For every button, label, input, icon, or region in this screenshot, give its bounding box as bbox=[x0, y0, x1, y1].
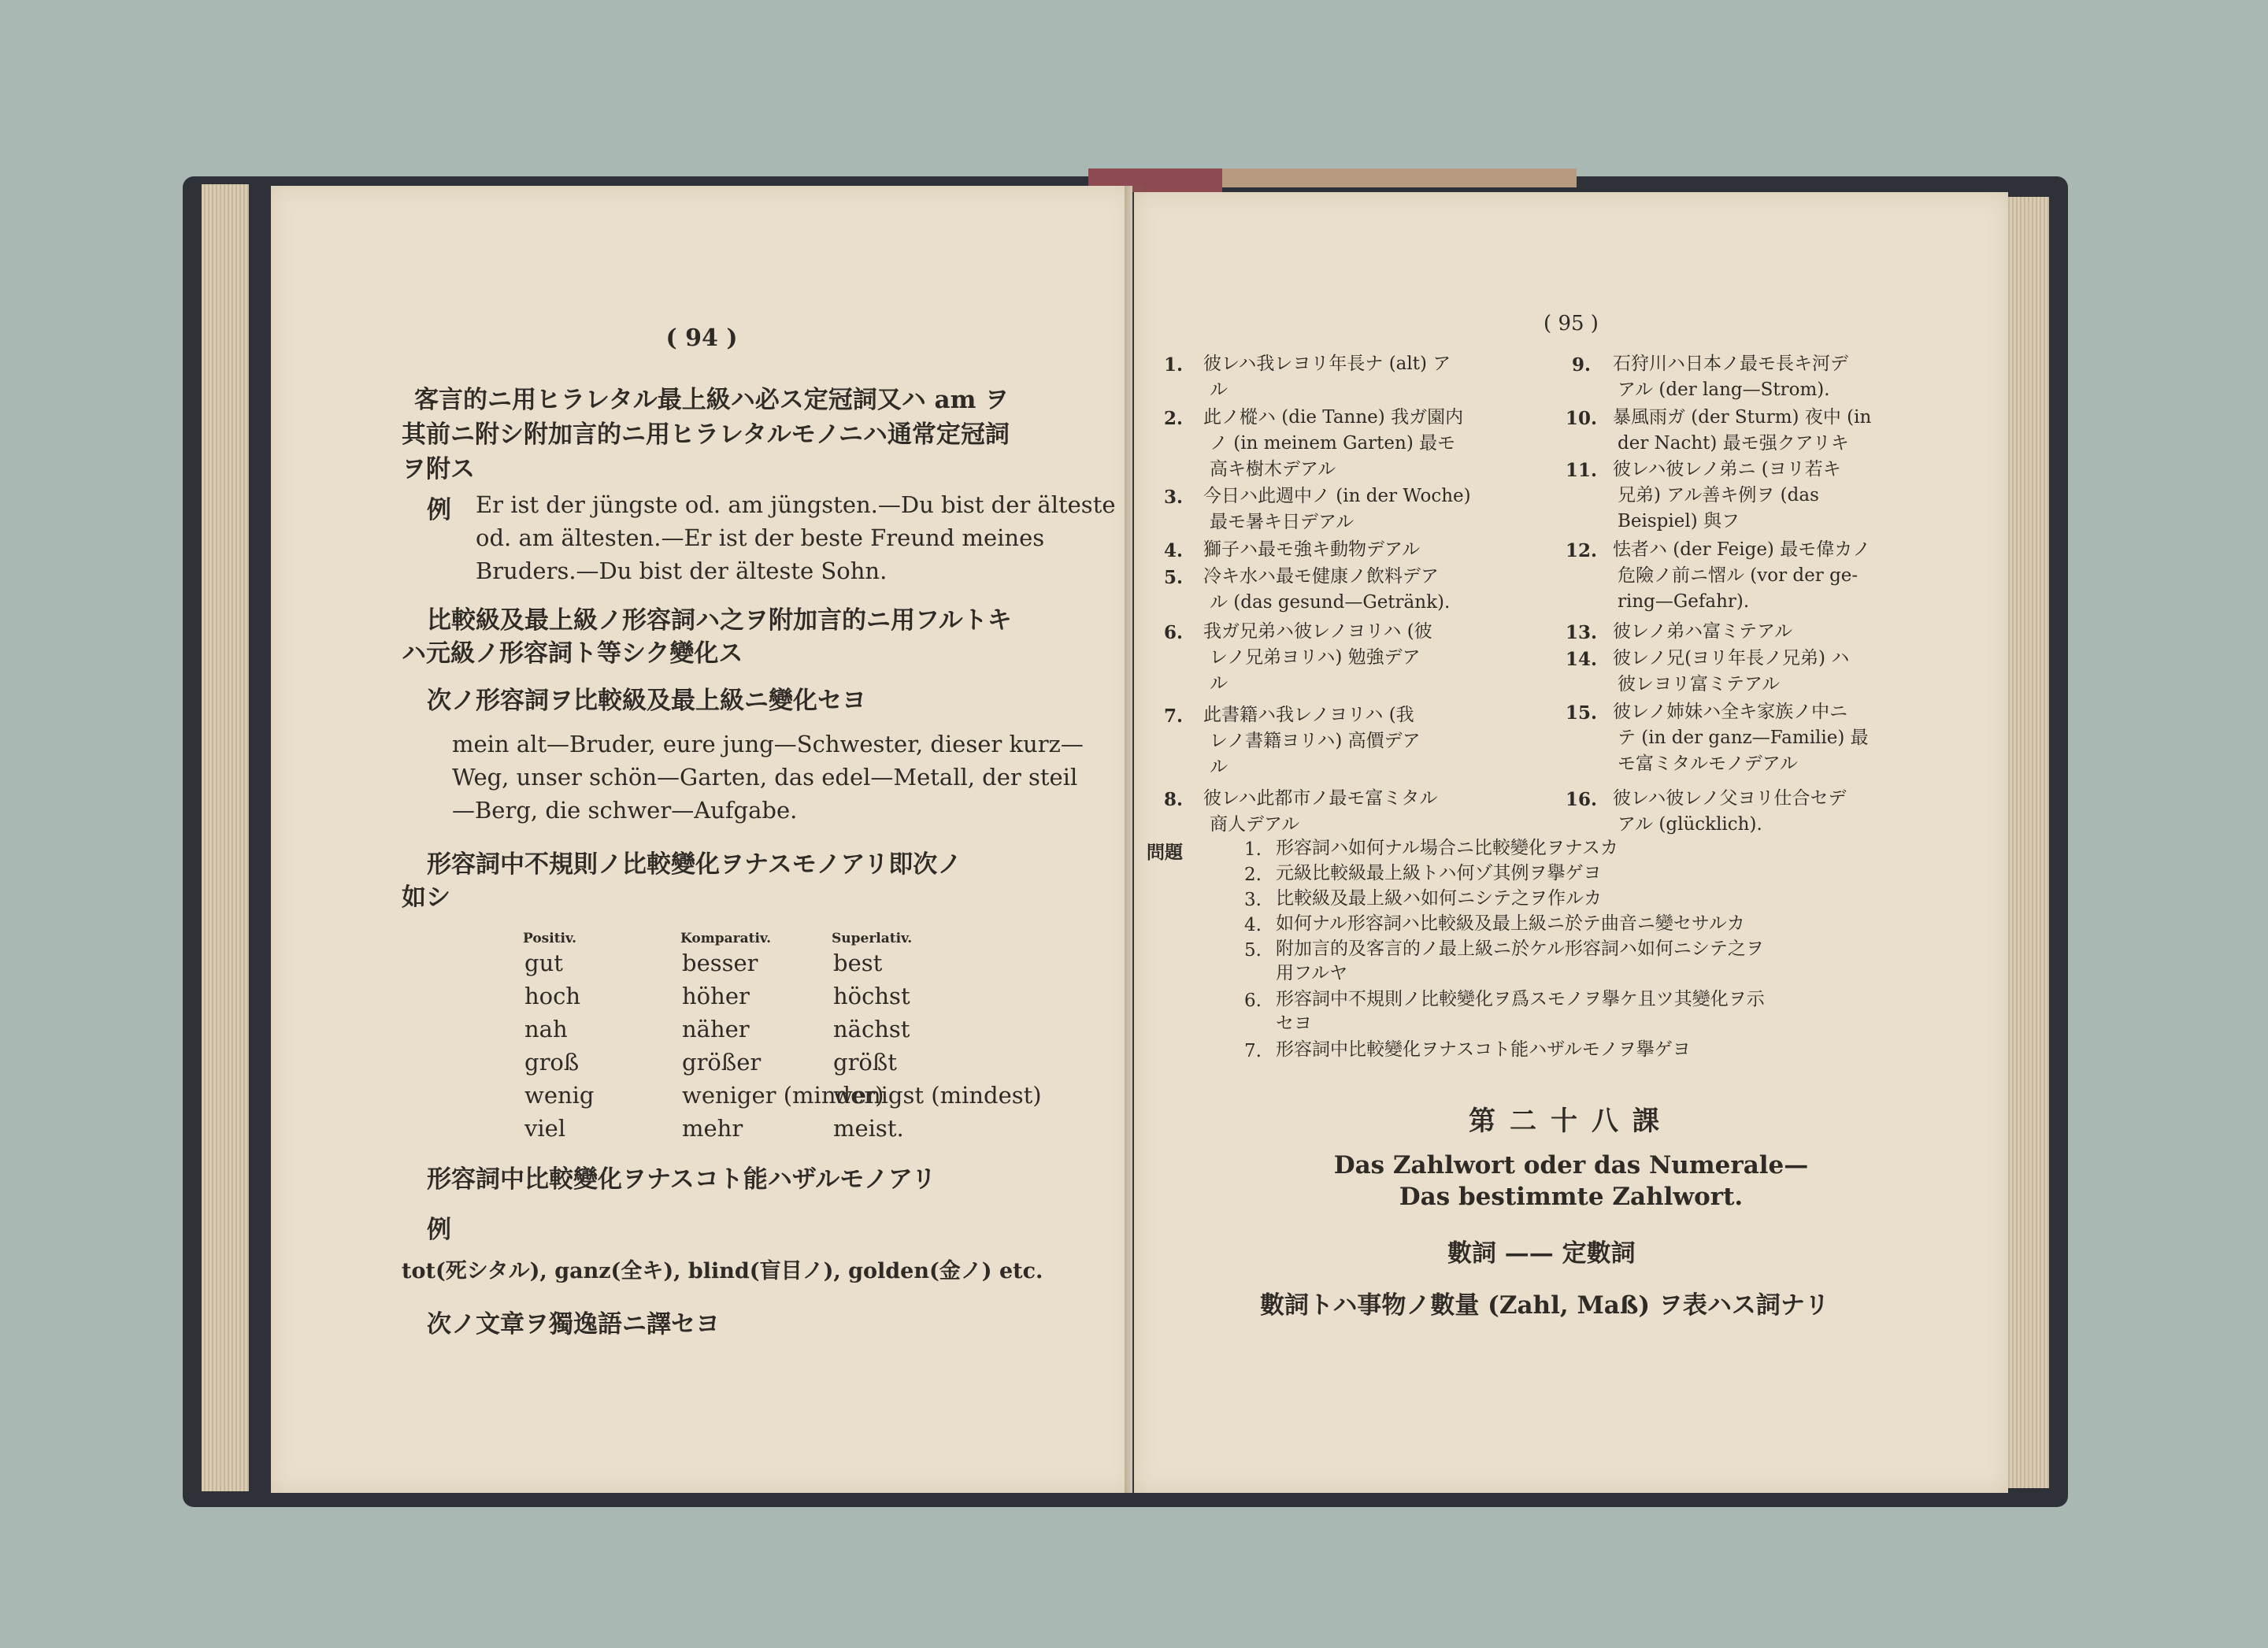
exercise-line: 暴風雨ガ (der Sturm) 夜中 (in bbox=[1613, 407, 1872, 428]
text-line: 形容詞中不規則ノ比較變化ヲナスモノアリ即次ノ bbox=[427, 850, 962, 879]
exercise-line: 此ノ樅ハ (die Tanne) 我ガ園内 bbox=[1203, 407, 1464, 428]
example-line: od. am ältesten.—Er ist der beste Freund meines bbox=[476, 524, 1045, 551]
exercise-line: アル (glücklich). bbox=[1618, 814, 1762, 835]
exercise-line: 危險ノ前ニ慴ル (vor der ge- bbox=[1618, 565, 1858, 586]
page-edges-right bbox=[2002, 197, 2049, 1488]
question-line: セヨ bbox=[1276, 1013, 1312, 1034]
lesson-heading-de: Das bestimmte Zahlwort. bbox=[1399, 1183, 1744, 1211]
table-cell: wenig bbox=[524, 1082, 595, 1109]
left-page bbox=[271, 186, 1132, 1493]
question-line: 比較級及最上級ハ如何ニシテ之ヲ作ルカ bbox=[1276, 888, 1602, 909]
table-cell: näher bbox=[682, 1016, 750, 1042]
exercise-line: 冷キ水ハ最モ健康ノ飲料デア bbox=[1203, 566, 1439, 587]
exercise-number: 13. bbox=[1566, 622, 1598, 643]
question-number: 6. bbox=[1244, 991, 1262, 1011]
exercise-line: 石狩川ハ日本ノ最モ長キ河デ bbox=[1613, 354, 1848, 374]
exercise-line: ル bbox=[1210, 757, 1228, 777]
text-line: 形容詞中比較變化ヲナスコト能ハザルモノアリ bbox=[427, 1165, 936, 1194]
exercise-number: 4. bbox=[1164, 540, 1184, 561]
table-cell: größt bbox=[833, 1049, 897, 1076]
example-line: Bruders.—Du bist der älteste Sohn. bbox=[476, 557, 888, 584]
exercise-line: アル (der lang—Strom). bbox=[1618, 380, 1830, 400]
exercise-line: 彼レノ姉妹ハ全キ家族ノ中ニ bbox=[1613, 702, 1848, 722]
translate-intro: 次ノ文章ヲ獨逸語ニ譯セヨ bbox=[427, 1310, 720, 1339]
exercise-line: 彼レノ兄(ヨリ年長ノ兄弟) ハ bbox=[1613, 648, 1850, 668]
page-number: ( 95 ) bbox=[1544, 312, 1599, 335]
exercise-number: 5. bbox=[1164, 567, 1184, 588]
example-label: 例 bbox=[427, 496, 451, 524]
table-cell: meist. bbox=[833, 1115, 904, 1142]
question-number: 5. bbox=[1244, 940, 1262, 961]
exercise-line: Weg, unser schön—Garten, das edel—Metall, der steil bbox=[452, 764, 1078, 791]
exercise-line: 怯者ハ (der Feige) 最モ偉カノ bbox=[1613, 539, 1871, 560]
question-number: 4. bbox=[1244, 915, 1262, 935]
lesson-heading-de: Das Zahlwort oder das Numerale— bbox=[1333, 1151, 1809, 1180]
table-cell: wenigst (mindest) bbox=[833, 1082, 1042, 1109]
table-cell: groß bbox=[524, 1049, 580, 1076]
question-line: 形容詞ハ如何ナル場合ニ比較變化ヲナスカ bbox=[1276, 838, 1618, 858]
text-line: 其前ニ附シ附加言的ニ用ヒラレタルモノニハ通常定冠詞 bbox=[402, 420, 1010, 449]
exercise-line: 彼レノ弟ハ富ミテアル bbox=[1613, 621, 1793, 642]
exercise-line: 高キ樹木デアル bbox=[1210, 459, 1336, 480]
open-book bbox=[183, 169, 2068, 1504]
exercise-number: 8. bbox=[1164, 789, 1184, 810]
spine-label bbox=[1222, 169, 1577, 187]
exercise-line: Beispiel) 與フ bbox=[1618, 511, 1740, 531]
text-line: ハ元級ノ形容詞ト等シク變化ス bbox=[402, 639, 743, 668]
exercise-line: 彼レハ我レヨリ年長ナ (alt) ア bbox=[1203, 354, 1451, 374]
question-line: 附加言的及客言的ノ最上級ニ於ケル形容詞ハ如何ニシテ之ヲ bbox=[1276, 939, 1764, 959]
text-line: 如シ bbox=[402, 883, 450, 912]
table-cell: gut bbox=[524, 950, 563, 976]
table-cell: mehr bbox=[682, 1115, 743, 1142]
exercise-line: 兄弟) アル善キ例ヲ (das bbox=[1618, 485, 1819, 506]
exercise-number: 3. bbox=[1164, 487, 1184, 508]
exercise-number: 9. bbox=[1572, 354, 1592, 376]
table-cell: größer bbox=[682, 1049, 762, 1076]
exercise-number: 15. bbox=[1566, 702, 1598, 724]
exercise-number: 14. bbox=[1566, 649, 1598, 670]
exercise-line: 彼レハ此都市ノ最モ富ミタル bbox=[1203, 788, 1438, 809]
exercise-line: 彼レハ彼レノ弟ニ (ヨリ若キ bbox=[1613, 459, 1841, 480]
question-number: 2. bbox=[1244, 865, 1262, 885]
exercise-line: der Nacht) 最モ强クアリキ bbox=[1618, 433, 1849, 454]
table-cell: weniger (minder) bbox=[682, 1082, 884, 1109]
exercise-number: 1. bbox=[1164, 354, 1184, 376]
closing-line: 數詞トハ事物ノ數量 (Zahl, Maß) ヲ表ハス詞ナリ bbox=[1260, 1291, 1829, 1320]
exercise-line: ル bbox=[1210, 380, 1228, 400]
page-edges-left bbox=[202, 184, 249, 1491]
right-page bbox=[1134, 192, 2008, 1493]
exercise-line: ring—Gefahr). bbox=[1618, 591, 1750, 612]
question-number: 3. bbox=[1244, 890, 1262, 910]
table-cell: hoch bbox=[524, 983, 581, 1009]
exercise-line: モ富ミタルモノデアル bbox=[1618, 754, 1798, 774]
exercise-line: 我ガ兄弟ハ彼レノヨリハ (彼 bbox=[1203, 621, 1432, 642]
exercise-line: 今日ハ此週中ノ (in der Woche) bbox=[1203, 486, 1471, 506]
exercise-line: mein alt—Bruder, eure jung—Schwester, dieser kurz— bbox=[452, 731, 1084, 757]
page-number: ( 94 ) bbox=[665, 324, 738, 352]
table-cell: best bbox=[833, 950, 883, 976]
question-number: 7. bbox=[1244, 1041, 1262, 1061]
exercise-number: 10. bbox=[1566, 408, 1598, 429]
exercise-line: ル bbox=[1210, 673, 1228, 694]
table-header: Komparativ. bbox=[680, 931, 771, 946]
example-line: Er ist der jüngste od. am jüngsten.—Du bist der älteste bbox=[476, 491, 1116, 518]
text-line: 客言的ニ用ヒラレタル最上級ハ必ス定冠詞又ハ am ヲ bbox=[414, 386, 1010, 414]
exercise-line: —Berg, die schwer—Aufgabe. bbox=[452, 797, 798, 824]
lesson-heading-jp: 數詞 —— 定數詞 bbox=[1447, 1239, 1636, 1268]
exercise-line: ノ (in meinem Garten) 最モ bbox=[1210, 433, 1456, 454]
exercise-number: 6. bbox=[1164, 622, 1184, 643]
question-number: 1. bbox=[1244, 839, 1262, 860]
table-cell: höchst bbox=[833, 983, 910, 1009]
exercise-line: レノ書籍ヨリハ) 高價デア bbox=[1210, 731, 1421, 751]
table-cell: besser bbox=[682, 950, 758, 976]
lesson-title: 第二十八課 bbox=[1469, 1105, 1673, 1137]
exercise-number: 12. bbox=[1566, 540, 1598, 561]
exercise-line: 彼レヨリ富ミテアル bbox=[1618, 674, 1781, 694]
exercise-number: 11. bbox=[1566, 460, 1598, 481]
text-line: 比較級及最上級ノ形容詞ハ之ヲ附加言的ニ用フルトキ bbox=[427, 606, 1012, 635]
text-line: ヲ附ス bbox=[402, 455, 475, 483]
exercise-line: 此書籍ハ我レノヨリハ (我 bbox=[1203, 705, 1414, 725]
question-line: 用フルヤ bbox=[1276, 963, 1348, 983]
exercise-line: 彼レハ彼レノ父ヨリ仕合セデ bbox=[1613, 788, 1847, 809]
question-line: 形容詞中不規則ノ比較變化ヲ爲スモノヲ擧ケ且ツ其變化ヲ示 bbox=[1276, 989, 1765, 1009]
table-header: Positiv. bbox=[523, 931, 577, 946]
exercise-line: レノ兄弟ヨリハ) 勉強デア bbox=[1210, 647, 1421, 668]
exercise-intro: 次ノ形容詞ヲ比較級及最上級ニ變化セヨ bbox=[427, 687, 866, 715]
exercise-line: 商人デアル bbox=[1210, 814, 1300, 835]
question-line: 形容詞中比較變化ヲナスコト能ハザルモノヲ擧ゲヨ bbox=[1276, 1039, 1691, 1060]
exercise-number: 2. bbox=[1164, 408, 1184, 429]
exercise-line: 獅子ハ最モ強キ動物デアル bbox=[1203, 539, 1421, 560]
exercise-number: 7. bbox=[1164, 705, 1184, 727]
question-line: 元級比較級最上級トハ何ゾ其例ヲ擧ゲヨ bbox=[1276, 863, 1602, 883]
exercise-line: ル (das gesund—Getränk). bbox=[1210, 592, 1451, 613]
exercise-number: 16. bbox=[1566, 789, 1598, 810]
table-header: Superlativ. bbox=[832, 931, 913, 946]
table-cell: nah bbox=[524, 1016, 568, 1042]
table-cell: höher bbox=[682, 983, 750, 1009]
question-line: 如何ナル形容詞ハ比較級及最上級ニ於テ曲音ニ變セサルカ bbox=[1276, 913, 1745, 934]
questions-label: 問題 bbox=[1147, 842, 1183, 863]
table-cell: nächst bbox=[833, 1016, 910, 1042]
table-cell: viel bbox=[524, 1115, 566, 1142]
exercise-line: テ (in der ganz—Familie) 最 bbox=[1618, 728, 1869, 748]
example-label: 例 bbox=[427, 1216, 451, 1244]
exercise-line: 最モ暑キ日デアル bbox=[1210, 512, 1354, 532]
example-line: tot(死シタル), ganz(全キ), blind(盲目ノ), golden(金ノ) etc. bbox=[402, 1259, 1043, 1283]
